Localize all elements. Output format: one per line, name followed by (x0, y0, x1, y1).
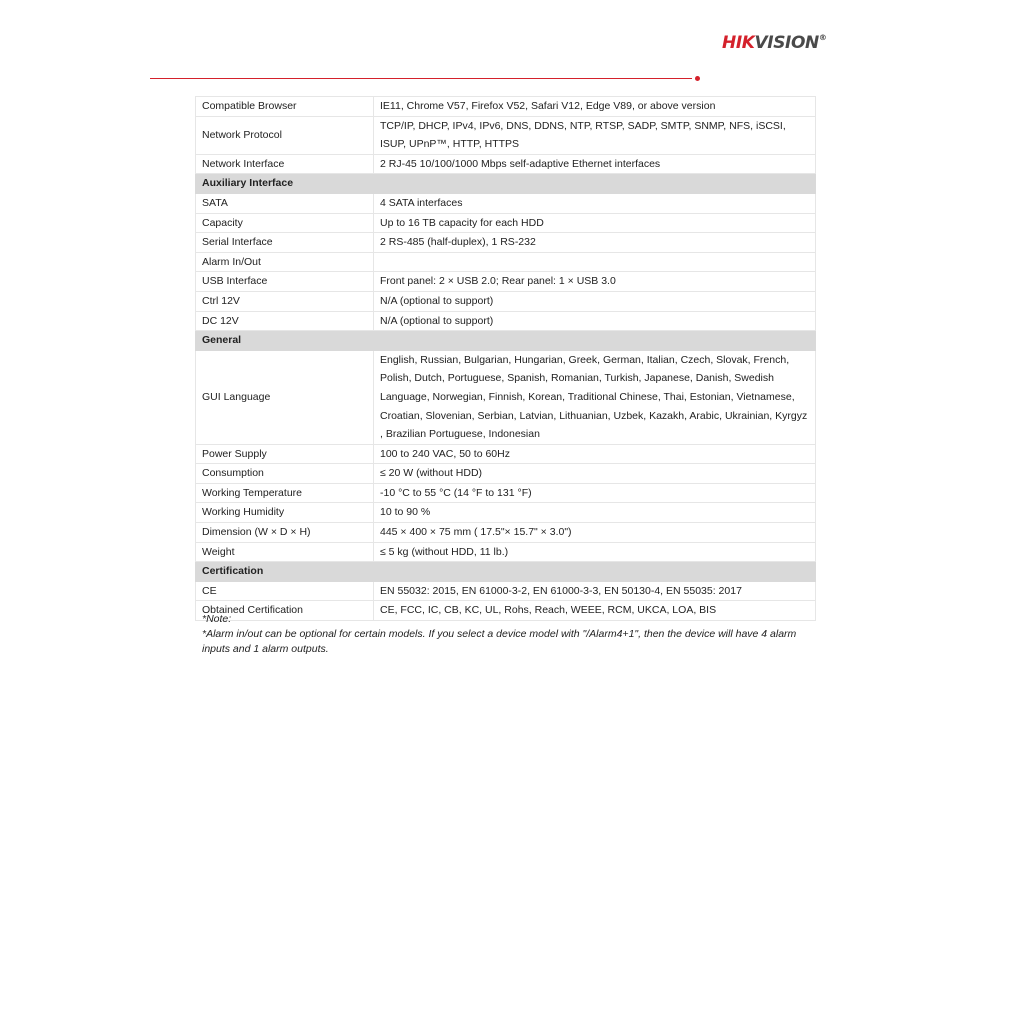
spec-label: Weight (196, 542, 374, 562)
spec-row (196, 272, 816, 292)
spec-label: Serial Interface (196, 233, 374, 253)
spec-label: Network Protocol (196, 116, 374, 154)
spec-label: Ctrl 12V (196, 291, 374, 311)
spec-value (374, 252, 816, 272)
spec-row (196, 523, 816, 543)
spec-row (196, 116, 816, 154)
spec-label: Dimension (W × D × H) (196, 523, 374, 543)
spec-value: 445 × 400 × 75 mm ( 17.5"× 15.7" × 3.0") (374, 523, 816, 543)
spec-value: CE, FCC, IC, CB, KC, UL, Rohs, Reach, WEEE, RCM, UKCA, LOA, BIS (374, 601, 816, 621)
spec-value: -10 °C to 55 °C (14 °F to 131 °F) (374, 483, 816, 503)
spec-value: TCP/IP, DHCP, IPv4, IPv6, DNS, DDNS, NTP, RTSP, SADP, SMTP, SNMP, NFS, iSCSI, ISUP, UPnP™, HTTP, HTTPS (374, 116, 816, 154)
section-header: General (196, 331, 816, 351)
section-header-row (196, 562, 816, 582)
spec-value: Front panel: 2 × USB 2.0; Rear panel: 1 × USB 3.0 (374, 272, 816, 292)
spec-value: IE11, Chrome V57, Firefox V52, Safari V12, Edge V89, or above version (374, 97, 816, 117)
header-rule (150, 78, 692, 79)
registered-mark: ® (818, 33, 827, 42)
spec-value: N/A (optional to support) (374, 291, 816, 311)
spec-label: Alarm In/Out (196, 252, 374, 272)
brand-logo-red: HIK (722, 33, 755, 53)
spec-row (196, 542, 816, 562)
spec-label: CE (196, 581, 374, 601)
spec-row (196, 350, 816, 444)
spec-value: English, Russian, Bulgarian, Hungarian, Greek, German, Italian, Czech, Slovak, French, Polish, Dutch, Portuguese, Spanish, Romanian, Turkish, Japanese, Danish, Swedish Language, Norwegian, Finnish, Korean, Traditional Chinese, Thai, Estonian, Vietnamese, Croatian, Slovenian, Serbian, Latvian, Lithuanian, Uzbek, Kazakh, Arabic, Ukrainian, Kyrgyz , Brazilian Portuguese, Indonesian (374, 350, 816, 444)
spec-value: EN 55032: 2015, EN 61000-3-2, EN 61000-3-3, EN 50130-4, EN 55035: 2017 (374, 581, 816, 601)
spec-row (196, 444, 816, 464)
spec-row (196, 233, 816, 253)
section-header-row (196, 174, 816, 194)
spec-value: Up to 16 TB capacity for each HDD (374, 213, 816, 233)
spec-label: Working Temperature (196, 483, 374, 503)
spec-row (196, 97, 816, 117)
spec-label: Obtained Certification (196, 601, 374, 621)
spec-label: Network Interface (196, 154, 374, 174)
spec-label: Consumption (196, 464, 374, 484)
spec-row (196, 581, 816, 601)
spec-label: Working Humidity (196, 503, 374, 523)
spec-row (196, 291, 816, 311)
spec-value: 10 to 90 % (374, 503, 816, 523)
note-text: *Alarm in/out can be optional for certain models. If you select a device model with "/Alarm4+1", then the device will have 4 alarm inputs and 1 alarm outputs. (202, 628, 797, 655)
spec-table (195, 96, 816, 621)
spec-label: SATA (196, 193, 374, 213)
spec-row (196, 483, 816, 503)
notes (202, 612, 816, 657)
spec-value: 2 RJ-45 10/100/1000 Mbps self-adaptive Ethernet interfaces (374, 154, 816, 174)
spec-value: 4 SATA interfaces (374, 193, 816, 213)
spec-value: N/A (optional to support) (374, 311, 816, 331)
section-header: Certification (196, 562, 816, 582)
spec-value: ≤ 20 W (without HDD) (374, 464, 816, 484)
spec-row (196, 193, 816, 213)
spec-label: Capacity (196, 213, 374, 233)
spec-row (196, 311, 816, 331)
brand-logo-gray: VISION (754, 33, 819, 53)
spec-label: USB Interface (196, 272, 374, 292)
spec-row (196, 503, 816, 523)
note-title: *Note: (202, 613, 232, 625)
spec-value: 2 RS-485 (half-duplex), 1 RS-232 (374, 233, 816, 253)
spec-row (196, 252, 816, 272)
spec-label: GUI Language (196, 350, 374, 444)
brand-logo (722, 33, 842, 55)
spec-row (196, 154, 816, 174)
header-rule-dot (695, 76, 700, 81)
spec-value: 100 to 240 VAC, 50 to 60Hz (374, 444, 816, 464)
spec-row (196, 213, 816, 233)
spec-label: Power Supply (196, 444, 374, 464)
spec-label: DC 12V (196, 311, 374, 331)
section-header-row (196, 331, 816, 351)
spec-value: ≤ 5 kg (without HDD, 11 lb.) (374, 542, 816, 562)
spec-table-body (196, 97, 816, 621)
spec-label: Compatible Browser (196, 97, 374, 117)
spec-row (196, 464, 816, 484)
section-header: Auxiliary Interface (196, 174, 816, 194)
